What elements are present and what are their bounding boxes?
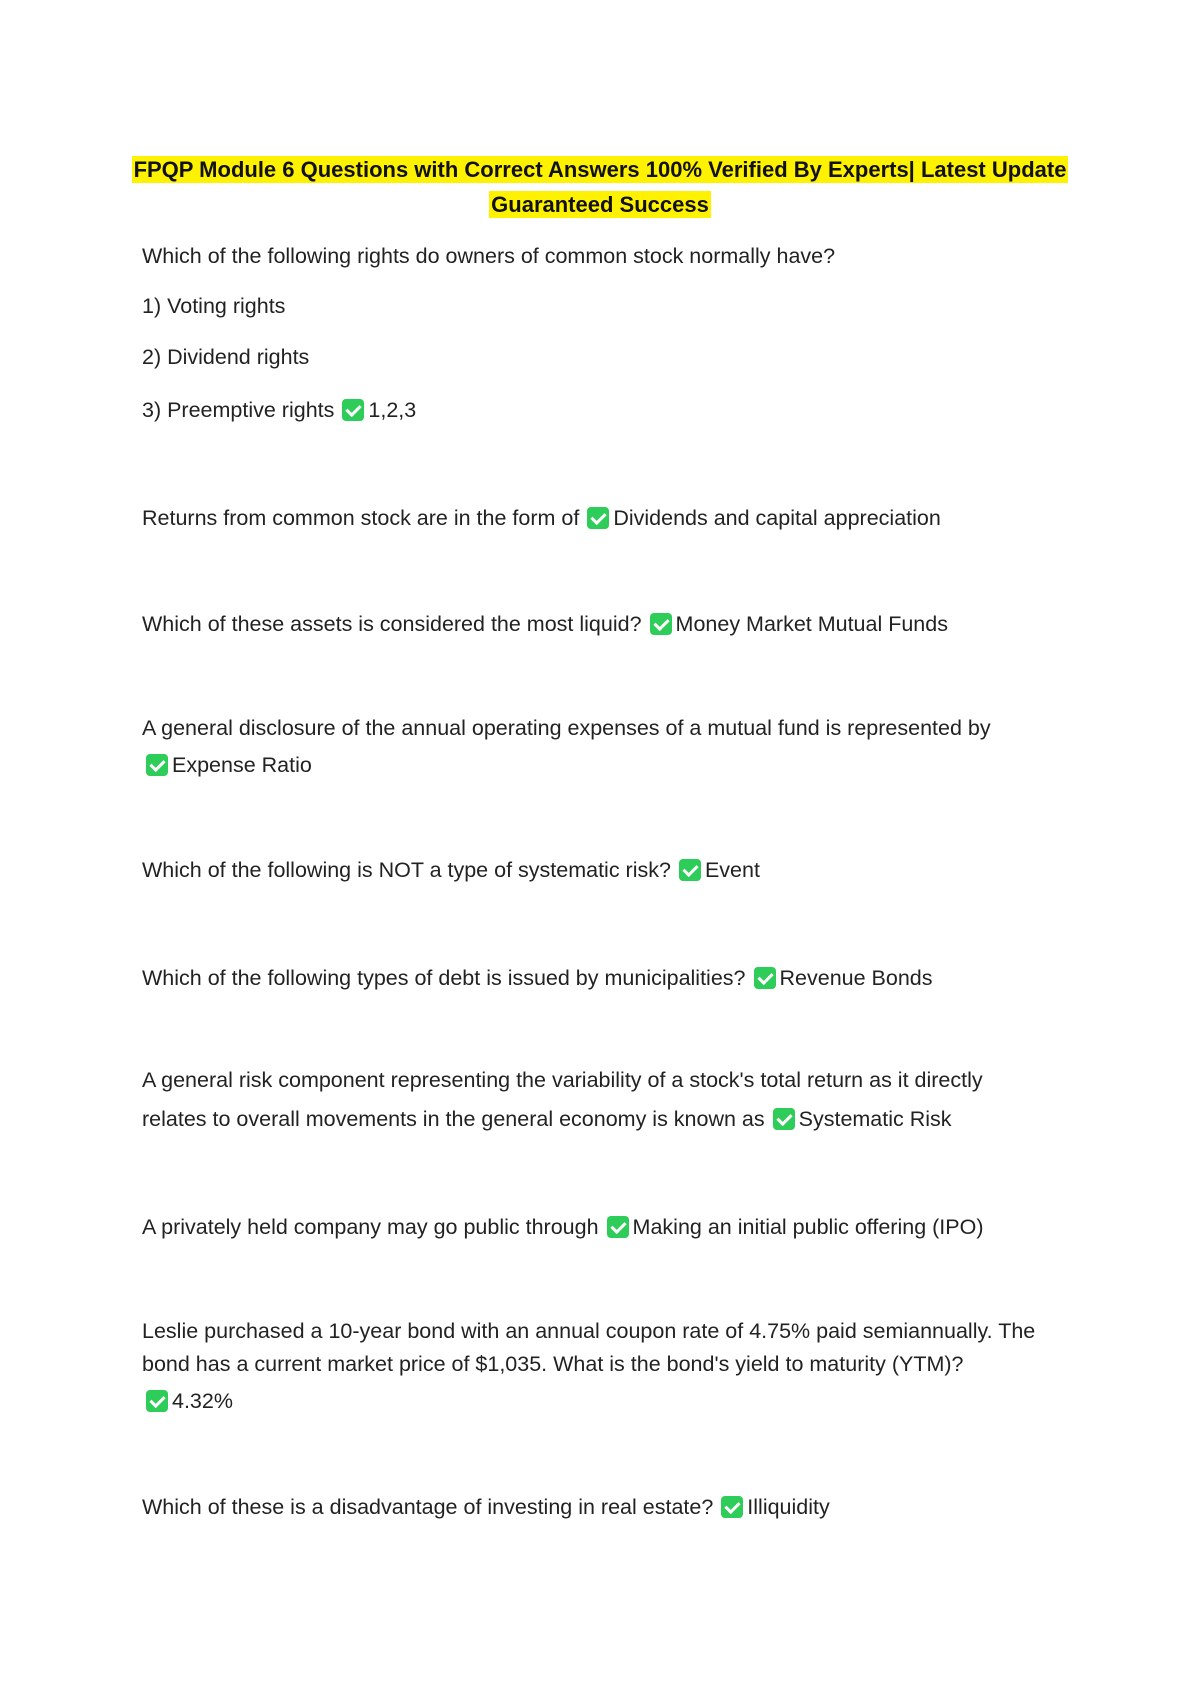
- question-8: [142, 1211, 984, 1243]
- answer-text: Making an initial public offering (IPO): [632, 1215, 984, 1239]
- question-7-line-2: [142, 1103, 952, 1135]
- question-6: [142, 962, 933, 994]
- question-1-option-2: 2) Dividend rights: [142, 345, 310, 369]
- answer-text: Illiquidity: [747, 1495, 830, 1519]
- question-text: relates to overall movements in the general economy is known as: [142, 1107, 765, 1131]
- question-text: bond has a current market price of $1,035. What is the bond's yield to maturity (YTM)?: [142, 1352, 964, 1376]
- question-4-answer: [142, 749, 312, 781]
- green-checkmark-icon: [754, 967, 776, 989]
- green-checkmark-icon: [587, 507, 609, 529]
- title-line-2: Guaranteed Success: [491, 192, 709, 217]
- green-checkmark-icon: [721, 1496, 743, 1518]
- option-text: 3) Preemptive rights: [142, 398, 335, 422]
- question-text: Returns from common stock are in the form of: [142, 506, 580, 530]
- answer-text: Systematic Risk: [798, 1107, 952, 1131]
- green-checkmark-icon: [607, 1216, 629, 1238]
- question-10: [142, 1491, 830, 1523]
- question-5: [142, 854, 760, 886]
- question-9-line-2: [142, 1348, 963, 1380]
- answer-text: 1,2,3: [368, 398, 417, 422]
- green-checkmark-icon: [342, 399, 364, 421]
- green-checkmark-icon: [679, 859, 701, 881]
- question-1-option-1: 1) Voting rights: [142, 294, 286, 318]
- question-1-option-3: [142, 394, 416, 426]
- answer-text: 4.32%: [172, 1389, 233, 1413]
- question-1: [142, 240, 835, 272]
- question-text: Which of the following is NOT a type of systematic risk?: [142, 858, 671, 882]
- answer-text: Expense Ratio: [172, 753, 312, 777]
- question-text: Which of these assets is considered the most liquid?: [142, 612, 642, 636]
- question-9-line-1: [142, 1315, 1035, 1347]
- question-9-answer: [142, 1385, 233, 1417]
- green-checkmark-icon: [146, 754, 168, 776]
- document-title: [130, 152, 1070, 222]
- answer-text: Event: [704, 858, 760, 882]
- question-2: [142, 502, 941, 534]
- answer-text: Dividends and capital appreciation: [613, 506, 941, 530]
- question-text: Which of the following rights do owners of common stock normally have?: [142, 244, 836, 268]
- question-text: Which of the following types of debt is issued by municipalities?: [142, 966, 746, 990]
- question-text: A privately held company may go public through: [142, 1215, 599, 1239]
- title-line-1: FPQP Module 6 Questions with Correct Answers 100% Verified By Experts| Latest Update: [133, 157, 1067, 182]
- green-checkmark-icon: [650, 613, 672, 635]
- question-3: [142, 608, 948, 640]
- answer-text: Revenue Bonds: [779, 966, 933, 990]
- question-4: [142, 712, 991, 744]
- green-checkmark-icon: [773, 1108, 795, 1130]
- question-text: A general disclosure of the annual operating expenses of a mutual fund is represented by: [142, 716, 991, 740]
- question-7-line-1: [142, 1064, 983, 1096]
- question-text: Which of these is a disadvantage of investing in real estate?: [142, 1495, 714, 1519]
- question-text: A general risk component representing the variability of a stock's total return as it directly: [142, 1068, 983, 1092]
- green-checkmark-icon: [146, 1390, 168, 1412]
- question-text: Leslie purchased a 10-year bond with an annual coupon rate of 4.75% paid semiannually. The: [142, 1319, 1036, 1343]
- answer-text: Money Market Mutual Funds: [675, 612, 948, 636]
